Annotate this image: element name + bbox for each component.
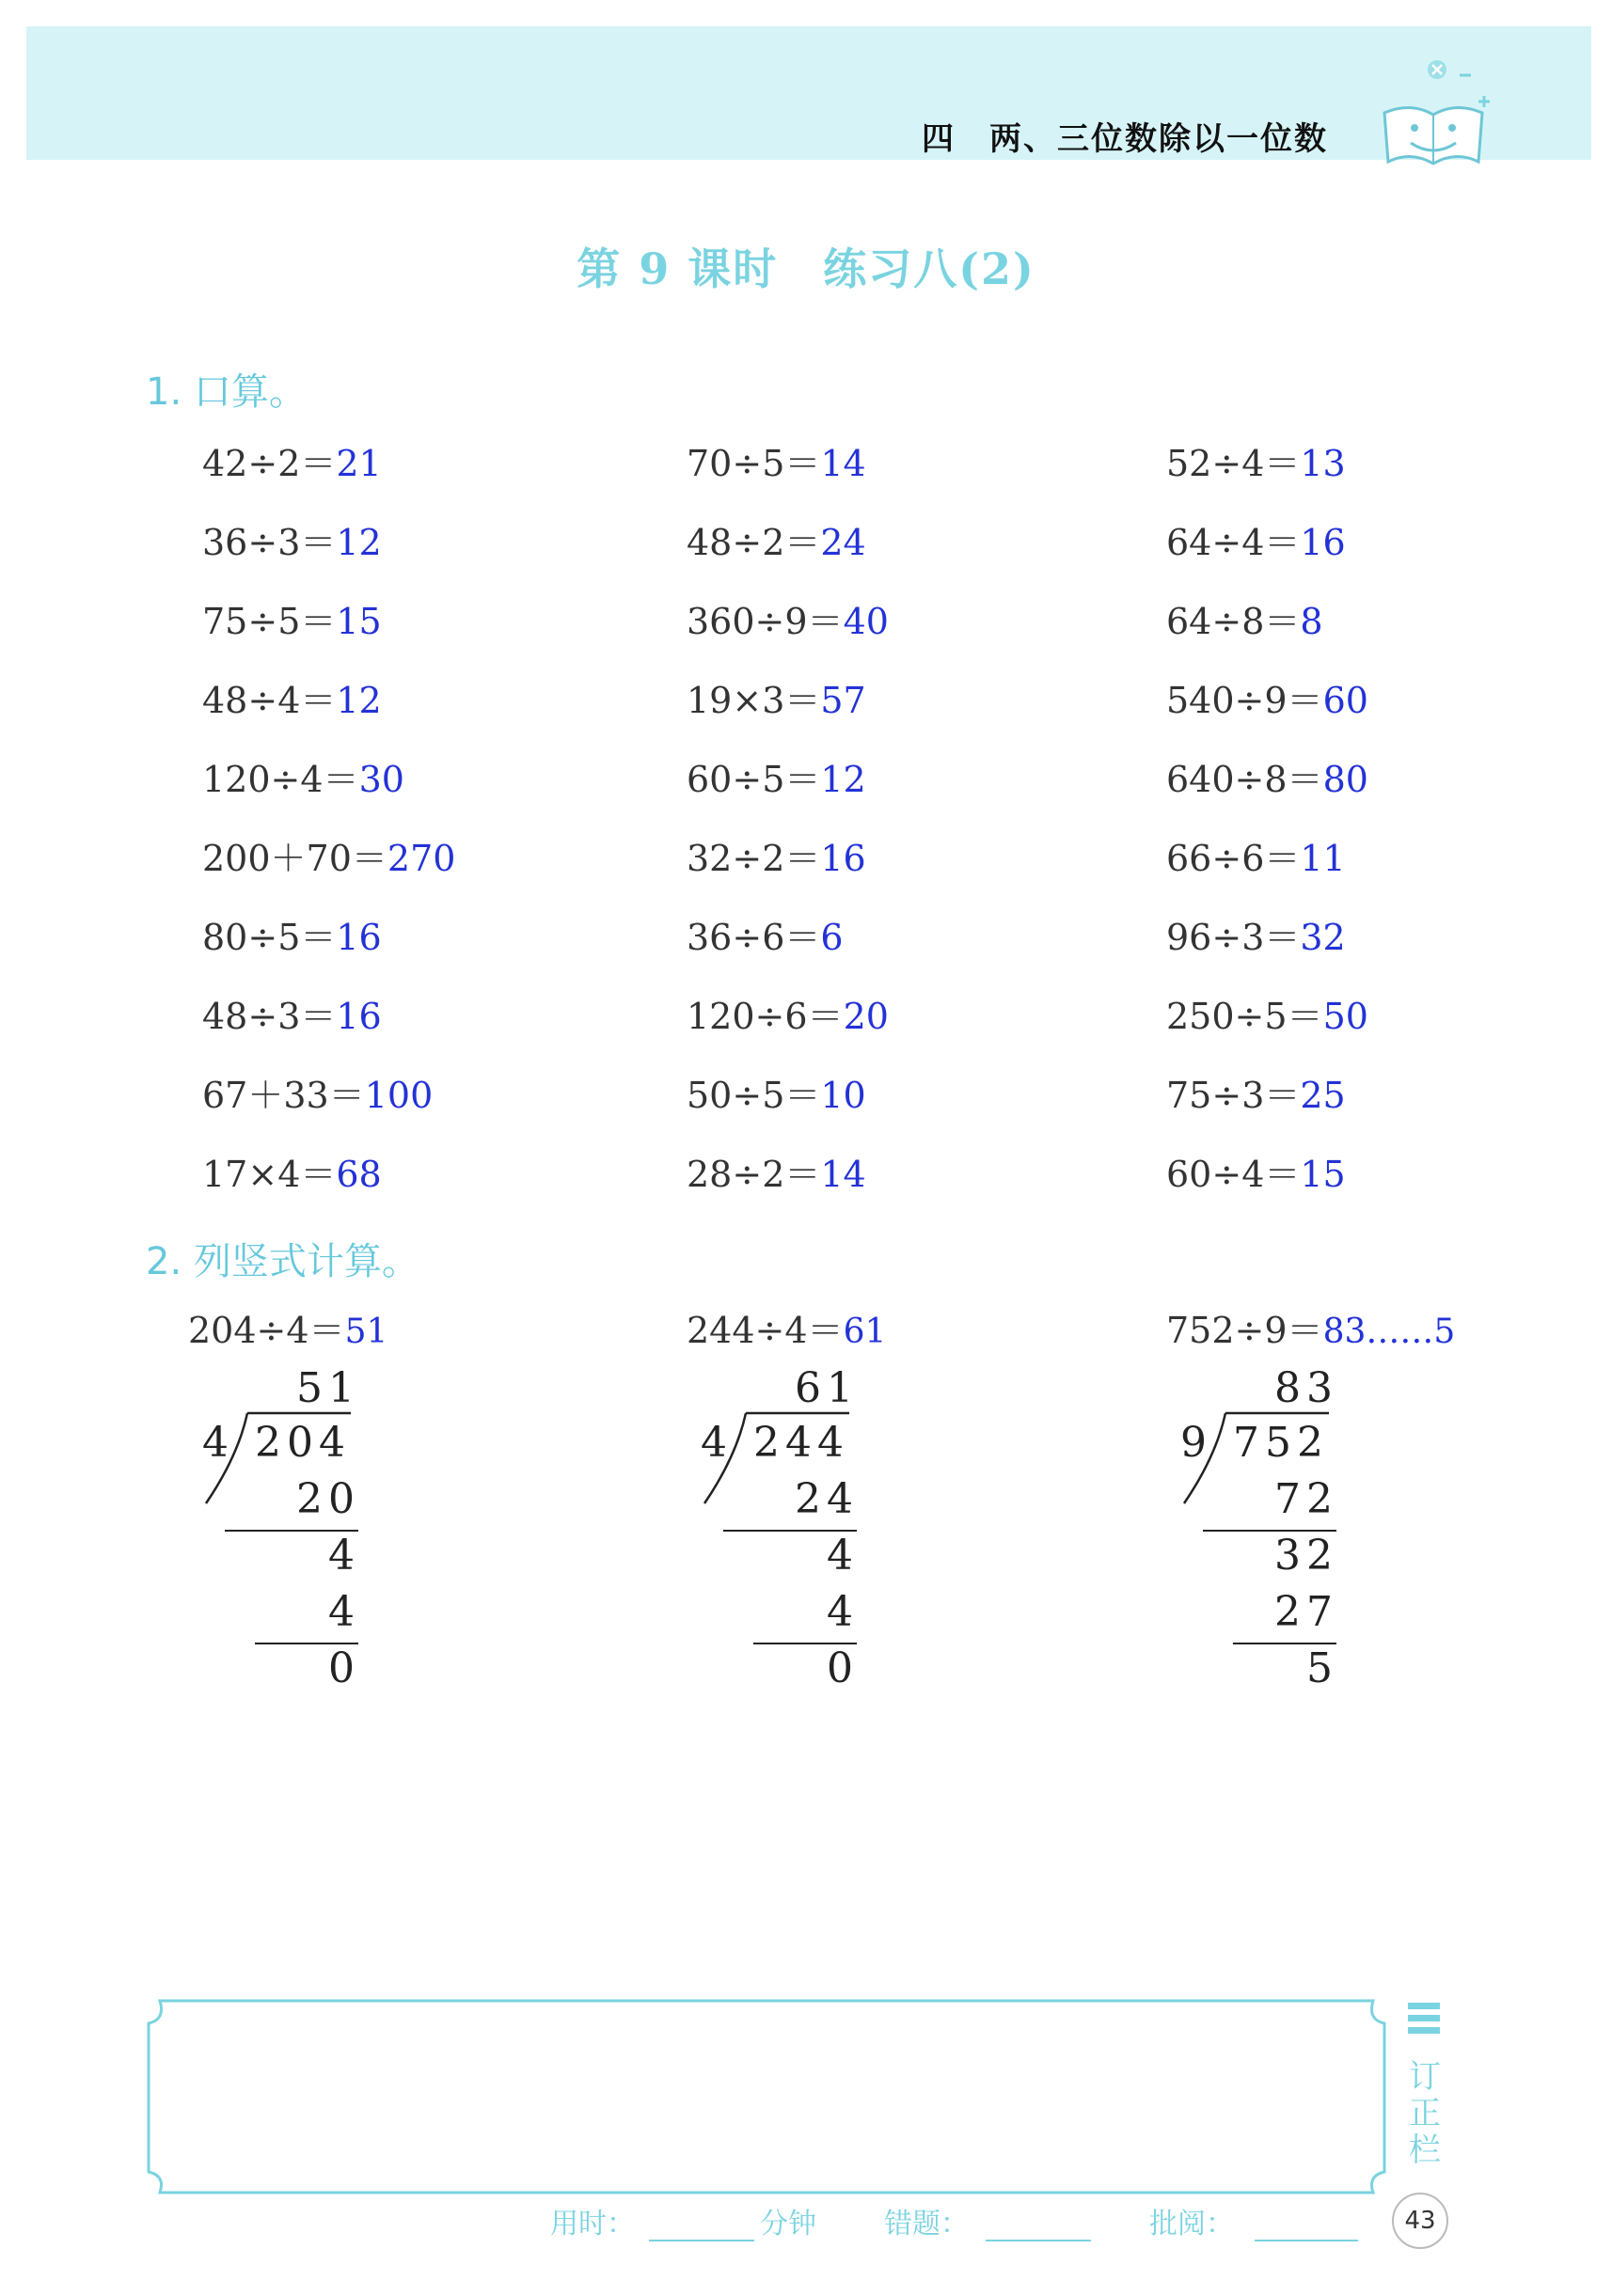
mental-math-item [687, 917, 844, 958]
division-step: 4 [328, 1588, 360, 1636]
lesson-title: 第 9 课时 练习八(2) [577, 244, 1035, 294]
mental-math-item [1166, 443, 1346, 484]
mental-math-item [1166, 1075, 1346, 1116]
time-blank [649, 2240, 754, 2241]
mental-math-item [687, 1075, 866, 1116]
question-text: 752÷9＝ [1166, 1310, 1323, 1351]
question-text: 64÷4＝ [1166, 522, 1301, 563]
answer-text: 32 [1300, 917, 1346, 958]
question-text: 250÷5＝ [1166, 996, 1323, 1037]
question-text: 200＋70＝ [202, 838, 387, 879]
mental-math-item [687, 443, 866, 484]
mental-math-item [1166, 680, 1368, 721]
division-line [1203, 1530, 1336, 1532]
correction-label-char: 栏 [1409, 2131, 1441, 2170]
question-text: 75÷3＝ [1166, 1075, 1301, 1116]
question-text: 360÷9＝ [687, 601, 844, 642]
question-text: 28÷2＝ [687, 1154, 821, 1195]
mental-math-item [202, 917, 382, 958]
answer-text: 12 [820, 759, 866, 800]
page-number: 43 [1392, 2193, 1448, 2249]
minute-label: 分钟 [760, 2208, 816, 2241]
question-text: 204÷4＝ [188, 1310, 345, 1351]
division-line [225, 1530, 358, 1532]
question-text: 19×3＝ [687, 680, 821, 721]
division-step: 0 [328, 1644, 360, 1692]
divisor: 4 [701, 1419, 733, 1467]
division-equation [687, 1310, 887, 1351]
errors-blank [986, 2240, 1091, 2241]
division-equation [188, 1310, 388, 1351]
answer-text: 24 [820, 522, 866, 563]
question-text: 96÷3＝ [1166, 917, 1301, 958]
correction-bar [1408, 2003, 1440, 2009]
division-step: 5 [1306, 1644, 1338, 1692]
divisor: 4 [202, 1419, 234, 1467]
long-division [202, 1364, 390, 1692]
division-step: 27 [1274, 1588, 1338, 1636]
divisor: 9 [1180, 1419, 1212, 1467]
answer-text: 15 [1300, 1154, 1346, 1195]
answer-text: 57 [820, 680, 866, 721]
division-line [753, 1643, 857, 1644]
division-line [723, 1530, 857, 1532]
question-text: 32÷2＝ [687, 838, 821, 879]
answer-text: 83……5 [1322, 1313, 1456, 1351]
answer-text: 14 [820, 443, 866, 484]
correction-bar [1408, 2015, 1440, 2021]
correction-label [1406, 2059, 1444, 2169]
answer-text: 40 [843, 601, 889, 642]
mental-math-item [687, 1154, 866, 1195]
chapter-title: 四 两、三位数除以一位数 [922, 120, 1328, 158]
mental-math-item [1166, 838, 1346, 879]
answer-text: 51 [344, 1313, 388, 1351]
correction-frame [141, 1993, 1392, 2200]
answer-text: 21 [336, 443, 382, 484]
division-step: 0 [827, 1644, 859, 1692]
correction-label-char: 订 [1409, 2058, 1441, 2096]
answer-text: 25 [1300, 1075, 1346, 1116]
mental-math-item [202, 680, 382, 721]
answer-text: 16 [820, 838, 866, 879]
answer-text: 80 [1322, 759, 1368, 800]
smiling-book-icon [1373, 56, 1495, 169]
answer-text: 16 [336, 996, 382, 1037]
question-text: 80÷5＝ [202, 917, 337, 958]
answer-text: 16 [1300, 522, 1346, 563]
mental-math-item [1166, 759, 1368, 800]
answer-text: 60 [1322, 680, 1368, 721]
mental-math-item [202, 996, 382, 1037]
mental-math-item [202, 522, 382, 563]
answer-text: 100 [364, 1075, 434, 1116]
question-text: 244÷4＝ [687, 1310, 844, 1351]
quotient: 51 [296, 1364, 360, 1412]
header-band [26, 26, 1591, 160]
division-step: 4 [827, 1588, 859, 1636]
question-text: 67＋33＝ [202, 1075, 365, 1116]
question-text: 120÷6＝ [687, 996, 844, 1037]
question-text: 60÷4＝ [1166, 1154, 1301, 1195]
long-division [1180, 1364, 1368, 1692]
answer-text: 68 [336, 1154, 382, 1195]
mental-math-item [202, 601, 382, 642]
question-text: 36÷3＝ [202, 522, 337, 563]
answer-text: 12 [336, 522, 382, 563]
answer-text: 10 [820, 1075, 866, 1116]
answer-text: 6 [820, 917, 844, 958]
answer-text: 30 [358, 759, 404, 800]
section2-heading: 2. 列竖式计算。 [146, 1240, 419, 1283]
question-text: 64÷8＝ [1166, 601, 1301, 642]
question-text: 66÷6＝ [1166, 838, 1301, 879]
answer-text: 14 [820, 1154, 866, 1195]
division-line [255, 1643, 358, 1644]
division-step: 4 [827, 1532, 859, 1580]
dividend: 244 [753, 1419, 849, 1467]
dividend: 752 [1233, 1419, 1329, 1467]
quotient: 61 [795, 1364, 859, 1412]
mental-math-item [1166, 917, 1346, 958]
review-label: 批阅： [1149, 2208, 1234, 2241]
answer-text: 16 [336, 917, 382, 958]
question-text: 75÷5＝ [202, 601, 337, 642]
question-text: 60÷5＝ [687, 759, 821, 800]
question-text: 540÷9＝ [1166, 680, 1323, 721]
mental-math-item [1166, 601, 1323, 642]
question-text: 52÷4＝ [1166, 443, 1301, 484]
mental-math-item [202, 1154, 382, 1195]
mental-math-item [1166, 996, 1368, 1037]
question-text: 48÷4＝ [202, 680, 337, 721]
division-step: 24 [795, 1475, 859, 1523]
section1-heading: 1. 口算。 [146, 370, 307, 414]
time-label: 用时： [550, 2208, 635, 2241]
mental-math-item [202, 1075, 434, 1116]
answer-text: 11 [1300, 838, 1346, 879]
division-equation [1166, 1310, 1456, 1351]
division-step: 4 [328, 1532, 360, 1580]
division-step: 72 [1274, 1475, 1338, 1523]
errors-label: 错题： [884, 2208, 969, 2241]
question-text: 48÷3＝ [202, 996, 337, 1037]
mental-math-item [687, 996, 889, 1037]
answer-text: 13 [1300, 443, 1346, 484]
mental-math-item [202, 838, 456, 879]
quotient: 83 [1274, 1364, 1338, 1412]
answer-text: 50 [1322, 996, 1368, 1037]
answer-text: 15 [336, 601, 382, 642]
answer-text: 8 [1300, 601, 1323, 642]
answer-text: 61 [843, 1313, 887, 1351]
question-text: 48÷2＝ [687, 522, 821, 563]
answer-text: 20 [843, 996, 889, 1037]
question-text: 42÷2＝ [202, 443, 337, 484]
mental-math-item [1166, 1154, 1346, 1195]
mental-math-item [687, 522, 866, 563]
correction-bar [1408, 2027, 1440, 2034]
long-division [701, 1364, 889, 1692]
dividend: 204 [255, 1419, 351, 1467]
question-text: 17×4＝ [202, 1154, 337, 1195]
mental-math-item [687, 601, 889, 642]
division-line [1233, 1643, 1336, 1644]
mental-math-item [687, 759, 866, 800]
question-text: 50÷5＝ [687, 1075, 821, 1116]
division-step: 32 [1274, 1532, 1338, 1580]
question-text: 70÷5＝ [687, 443, 821, 484]
answer-text: 12 [336, 680, 382, 721]
mental-math-item [687, 680, 866, 721]
review-blank [1255, 2240, 1358, 2241]
mental-math-item [1166, 522, 1346, 563]
mental-math-item [202, 759, 404, 800]
correction-label-char: 正 [1409, 2095, 1441, 2133]
question-text: 36÷6＝ [687, 917, 821, 958]
division-step: 20 [296, 1475, 360, 1523]
mental-math-item [202, 443, 382, 484]
answer-text: 270 [387, 838, 456, 879]
question-text: 640÷8＝ [1166, 759, 1323, 800]
question-text: 120÷4＝ [202, 759, 359, 800]
mental-math-item [687, 838, 866, 879]
